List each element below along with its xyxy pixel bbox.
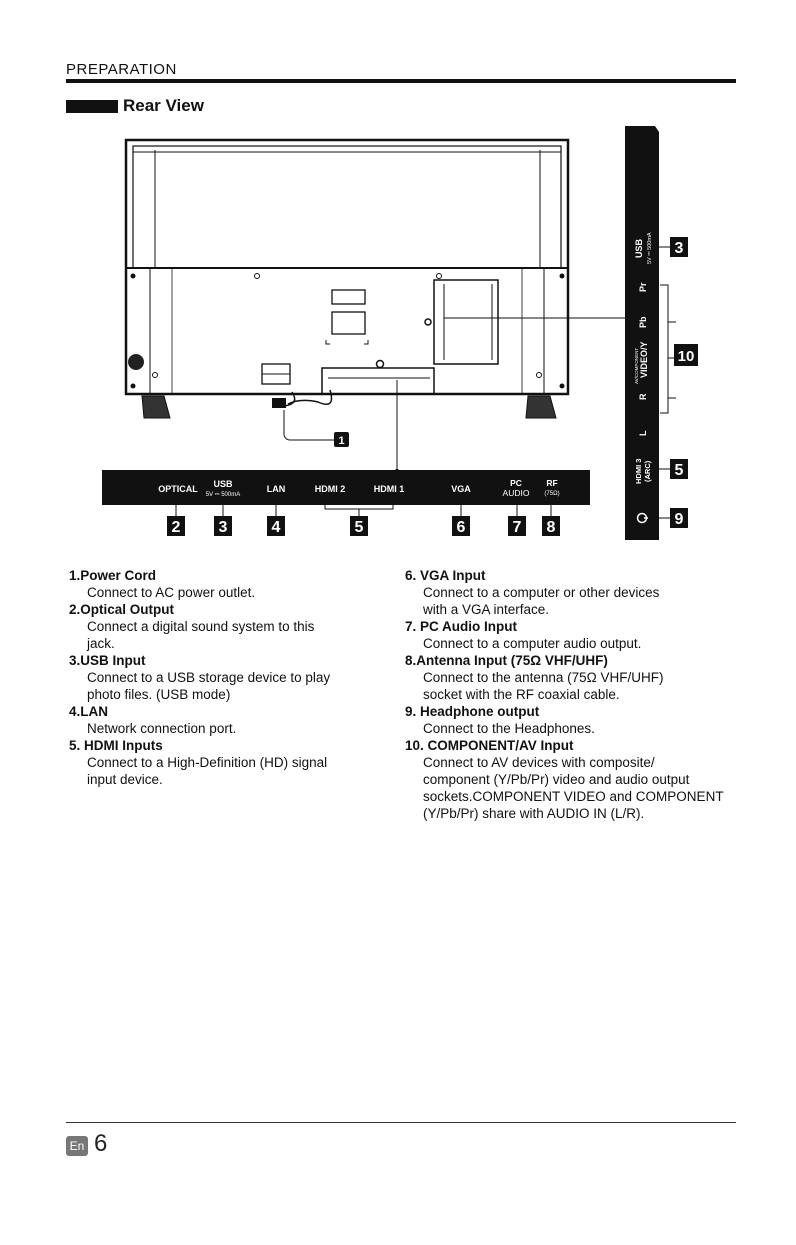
rear-view-diagram [0, 0, 796, 560]
left-description-column [69, 567, 369, 788]
callout-9-label: 9 [674, 511, 684, 528]
callout-8-label: 8 [546, 519, 556, 536]
item-desc: input device. [87, 772, 163, 787]
item-title: 6. VGA Input [405, 568, 486, 583]
tv-stand-left [142, 396, 170, 418]
item-lan [69, 703, 369, 737]
side-r-label: R [638, 393, 648, 400]
side-av-component-label: AV/COMPONENT [634, 347, 639, 384]
callout-side-3-label: 3 [674, 240, 684, 257]
item-desc: sockets.COMPONENT VIDEO and COMPONENT [423, 789, 724, 804]
item-desc: Connect a digital sound system to this [87, 619, 315, 634]
port-optical-label: OPTICAL [158, 484, 198, 494]
item-title: 5. HDMI Inputs [69, 738, 163, 753]
speaker-grille [128, 354, 144, 370]
port-audio-label: AUDIO [502, 488, 530, 498]
callout-3-label: 3 [218, 519, 228, 536]
item-title: 10. COMPONENT/AV Input [405, 738, 574, 753]
item-desc: Connect to AC power outlet. [87, 585, 256, 600]
callout-1-label: 1 [338, 435, 345, 447]
item-desc: Connect to a computer audio output. [423, 636, 642, 651]
page-number: 6 [94, 1130, 108, 1157]
callout-9 [670, 508, 688, 528]
item-title: 9. Headphone output [405, 704, 540, 719]
port-usb-spec: 5V ⎓ 500mA [205, 492, 241, 498]
item-desc: Connect to the antenna (75Ω VHF/UHF) [423, 670, 664, 685]
item-desc: Connect to AV devices with composite/ [423, 755, 655, 770]
callout-side-5-label: 5 [674, 462, 684, 479]
side-connector-panel [625, 126, 659, 540]
callout-3 [214, 516, 232, 536]
item-antenna-input [405, 652, 740, 703]
callout-6 [452, 516, 470, 536]
tv-stand-right [526, 396, 556, 418]
port-hdmi2-label: HDMI 2 [314, 484, 346, 494]
tv-rear-illustration [126, 140, 633, 475]
item-desc: Connect to the Headphones. [423, 721, 595, 736]
item-desc: Connect to a computer or other devices [423, 585, 660, 600]
side-pr-label: Pr [638, 282, 648, 292]
callout-6-label: 6 [456, 519, 466, 536]
callout-4 [267, 516, 285, 536]
side-l-label: L [638, 430, 648, 436]
callout-10 [674, 344, 698, 366]
language-badge: En [66, 1136, 88, 1156]
port-pc-label: PC [510, 478, 522, 488]
item-desc: jack. [87, 636, 115, 651]
side-video-label: VIDEO/Y [639, 341, 649, 378]
side-usb-spec: 5V ⎓ 500mA [647, 232, 653, 264]
page-title: Rear View [123, 96, 204, 115]
item-component-av-input [405, 737, 740, 822]
callout-5-label: 5 [354, 519, 364, 536]
item-headphone-output [405, 703, 740, 737]
item-desc: (Y/Pb/Pr) share with AUDIO IN (L/R). [423, 806, 645, 821]
item-desc: photo files. (USB mode) [87, 687, 231, 702]
item-desc: component (Y/Pb/Pr) video and audio output [423, 772, 690, 787]
callout-side-5 [670, 459, 688, 479]
item-title: 2.Optical Output [69, 602, 175, 617]
callout-2 [167, 516, 185, 536]
item-title: 4.LAN [69, 704, 109, 719]
port-rf-label: RF [546, 478, 558, 488]
item-vga-input [405, 567, 740, 618]
callout-7 [508, 516, 526, 536]
callout-4-label: 4 [271, 519, 281, 536]
item-desc: with a VGA interface. [423, 602, 550, 617]
callout-2-label: 2 [171, 519, 181, 536]
item-hdmi-inputs [69, 737, 369, 788]
right-description-column [405, 567, 740, 822]
power-cord [284, 390, 332, 406]
item-desc: socket with the RF coaxial cable. [423, 687, 620, 702]
port-vga-label: VGA [451, 484, 471, 494]
item-desc: Connect to a High-Definition (HD) signal [87, 755, 328, 770]
port-lan-label: LAN [266, 484, 286, 494]
side-hdmi3-label: HDMI 3 [634, 458, 643, 484]
callout-10-label: 10 [677, 348, 695, 365]
item-title: 3.USB Input [69, 653, 146, 668]
item-usb-input [69, 652, 369, 703]
footer-rule [66, 1122, 736, 1123]
callout-7-label: 7 [512, 519, 522, 536]
item-pc-audio-input [405, 618, 740, 652]
item-title: 7. PC Audio Input [405, 619, 517, 634]
side-usb-label: USB [634, 238, 644, 258]
port-usb-label: USB [213, 479, 233, 489]
item-title: 8.Antenna Input (75Ω VHF/UHF) [405, 653, 608, 668]
item-power-cord [69, 567, 369, 601]
port-hdmi1-label: HDMI 1 [373, 484, 405, 494]
tv-top-panel [133, 146, 561, 268]
bottom-callouts [176, 505, 551, 516]
callout-side-3 [670, 237, 688, 257]
callout-5 [350, 516, 368, 536]
rear-connector-block [322, 368, 434, 394]
item-desc: Connect to a USB storage device to play [87, 670, 331, 685]
side-arc-label: (ARC) [643, 460, 652, 482]
side-pb-label: Pb [638, 316, 648, 328]
port-rf-spec: (75Ω) [544, 491, 560, 497]
tv-lower-body [126, 268, 568, 394]
item-title: 1.Power Cord [69, 568, 157, 583]
callout-8 [542, 516, 560, 536]
item-desc: Network connection port. [87, 721, 237, 736]
item-optical-output [69, 601, 369, 652]
bottom-connector-panel [102, 470, 590, 505]
section-header: PREPARATION [66, 61, 177, 78]
